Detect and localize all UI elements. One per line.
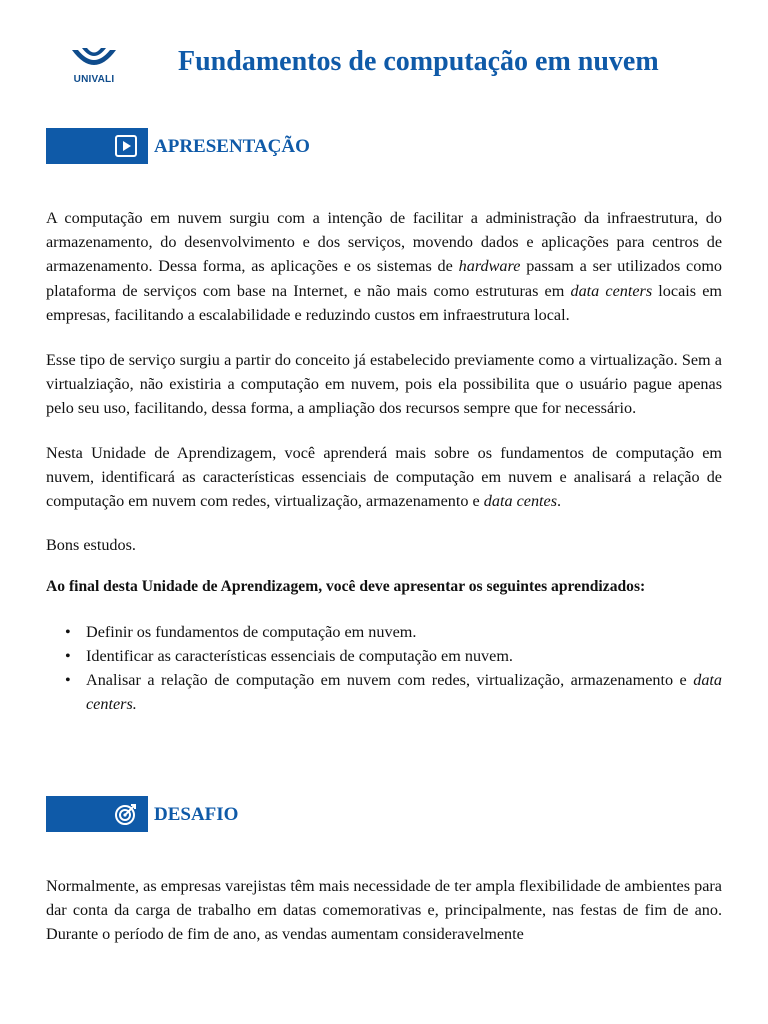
play-icon bbox=[114, 134, 138, 158]
list-item-text: Definir os fundamentos de computação em nuvem. bbox=[86, 622, 417, 641]
italic-term: data centers bbox=[570, 281, 653, 300]
section-header-desafio bbox=[46, 796, 446, 832]
closing-line: Bons estudos. bbox=[46, 536, 136, 555]
bullet-icon: • bbox=[65, 671, 71, 690]
italic-term: data centes bbox=[483, 492, 558, 511]
desafio-content bbox=[46, 874, 722, 947]
section-header-apresentacao bbox=[46, 128, 446, 164]
paragraph: Esse tipo de serviço surgiu a partir do conceito já estabelecido previamente como a virtualização. Sem a virtualziação, não existiria a computação em nuvem, pois ela possibilita que o usuário pague apenas pelo seu uso, facilitando, dessa forma, a ampliação dos recursos sempre que for necessário. bbox=[46, 351, 722, 418]
paragraph: Normalmente, as empresas varejistas têm mais necessidade de ter ampla flexibilidade de ambientes para dar conta da carga de trabalho em datas comemorativas e, principalmente, nas festas de fim de ano. Durante o período de fim de ano, as vendas aumentam consideravelmente bbox=[46, 877, 722, 944]
list-item bbox=[65, 668, 722, 716]
apresentacao-content bbox=[46, 206, 722, 716]
list-item-text: Analisar a relação de computação em nuvem com redes, virtualização, armazenamento e bbox=[86, 671, 694, 690]
section-title-apresentacao: APRESENTAÇÃO bbox=[154, 136, 310, 157]
objectives-intro: Ao final desta Unidade de Aprendizagem, você deve apresentar os seguintes aprendizados: bbox=[46, 578, 646, 596]
text-run: Nesta Unidade de Aprendizagem, você aprenderá mais sobre os fundamentos de computação em nuvem, identificará as características essenciais de computação em nuvem e analisará a relação de computação em nuvem com redes, virtualização, armazenamento e bbox=[46, 443, 722, 511]
text-run: . bbox=[557, 492, 562, 511]
univali-logo bbox=[66, 44, 122, 90]
section-bar bbox=[46, 128, 148, 164]
italic-term: hardware bbox=[458, 257, 521, 276]
target-icon bbox=[114, 802, 138, 826]
paragraph bbox=[46, 441, 722, 514]
text-run: passam a ser utilizados como plataforma de serviços com base na Internet, e não mais como estruturas em bbox=[46, 257, 723, 300]
document-header bbox=[0, 0, 768, 100]
text-run: locais em empresas, facilitando a escalabilidade e reduzindo custos em infraestrutura local. bbox=[46, 281, 722, 324]
list-item bbox=[65, 644, 722, 668]
paragraph bbox=[46, 206, 722, 327]
italic-term: data centers. bbox=[86, 671, 722, 714]
text-run: A computação em nuvem surgiu com a intenção de facilitar a administração da infraestrutura, do armazenamento, do desenvolvimento e dos serviços, movendo dados e aplicações para centros de armazenamento. Dessa forma, as aplicações e os sistemas de bbox=[46, 209, 722, 276]
list-item bbox=[65, 620, 722, 644]
objectives-list bbox=[46, 620, 722, 717]
document-title: Fundamentos de computação em nuvem bbox=[178, 46, 659, 77]
bullet-icon: • bbox=[65, 646, 71, 665]
list-item-text: Identificar as características essenciais de computação em nuvem. bbox=[86, 646, 513, 665]
section-title-desafio: DESAFIO bbox=[154, 804, 239, 825]
univali-logo-mark bbox=[66, 44, 122, 74]
section-bar bbox=[46, 796, 148, 832]
bullet-icon: • bbox=[65, 622, 71, 641]
logo-text: UNIVALI bbox=[73, 74, 115, 85]
